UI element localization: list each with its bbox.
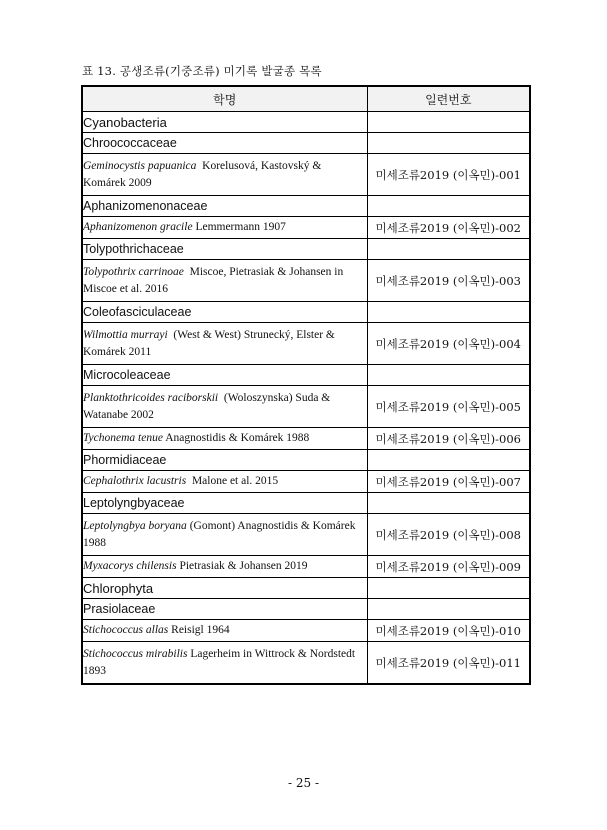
family-label: Aphanizomenonaceae bbox=[82, 196, 367, 217]
empty-cell bbox=[367, 239, 530, 260]
table-header-row bbox=[82, 86, 530, 112]
empty-cell bbox=[367, 599, 530, 620]
table-row bbox=[82, 428, 530, 450]
species-cell bbox=[82, 154, 367, 196]
species-author: (Woloszynska) Suda & Watanabe 2002 bbox=[83, 391, 331, 421]
species-cell bbox=[82, 386, 367, 428]
empty-cell bbox=[367, 302, 530, 323]
table-row bbox=[82, 514, 530, 556]
species-table bbox=[81, 85, 531, 685]
species-scientific-name: Stichococcus mirabilis bbox=[83, 647, 188, 660]
species-author: Lemmermann 1907 bbox=[195, 221, 286, 233]
serial-number: 미세조류2019 (이옥민)-002 bbox=[367, 217, 530, 239]
table-row bbox=[82, 556, 530, 578]
page-number: - 25 - bbox=[287, 776, 319, 790]
table-caption: 표 13. 공생조류(기중조류) 미기록 발굴종 목록 bbox=[82, 64, 322, 78]
species-scientific-name: Tychonema tenue bbox=[83, 432, 163, 444]
family-row bbox=[82, 239, 530, 260]
family-label: Microcoleaceae bbox=[82, 365, 367, 386]
family-row bbox=[82, 196, 530, 217]
serial-number: 미세조류2019 (이옥민)-011 bbox=[367, 642, 530, 685]
family-row bbox=[82, 133, 530, 154]
species-cell bbox=[82, 514, 367, 556]
species-author: Lagerheim in Wittrock & Nordstedt 1893 bbox=[83, 647, 356, 677]
species-cell bbox=[82, 323, 367, 365]
header-serial-number: 일련번호 bbox=[367, 86, 530, 112]
group-label: Cyanobacteria bbox=[82, 112, 367, 133]
family-label: Phormidiaceae bbox=[82, 450, 367, 471]
family-row bbox=[82, 599, 530, 620]
family-label: Leptolyngbyaceae bbox=[82, 493, 367, 514]
species-author: Malone et al. 2015 bbox=[191, 475, 279, 487]
species-author: Reisigl 1964 bbox=[171, 624, 230, 636]
species-author: (Gomont) Anagnostidis & Komárek 1988 bbox=[83, 519, 356, 549]
species-scientific-name: Cephalothrix lacustris bbox=[83, 475, 187, 487]
family-label: Tolypothrichaceae bbox=[82, 239, 367, 260]
table-row bbox=[82, 217, 530, 239]
species-scientific-name: Tolypothrix carrinoae bbox=[83, 265, 184, 278]
species-author: Miscoe, Pietrasiak & Johansen in Miscoe et al. 2016 bbox=[83, 265, 344, 295]
species-scientific-name: Stichococcus allas bbox=[83, 624, 169, 636]
table-row bbox=[82, 620, 530, 642]
species-cell bbox=[82, 471, 367, 493]
family-row bbox=[82, 365, 530, 386]
empty-cell bbox=[367, 196, 530, 217]
serial-number: 미세조류2019 (이옥민)-003 bbox=[367, 260, 530, 302]
table-row bbox=[82, 154, 530, 196]
species-author: Korelusová, Kastovský & Komárek 2009 bbox=[83, 159, 322, 189]
table-row bbox=[82, 260, 530, 302]
species-cell bbox=[82, 642, 367, 685]
family-label: Coleofasciculaceae bbox=[82, 302, 367, 323]
species-scientific-name: Aphanizomenon gracile bbox=[83, 221, 193, 233]
table-row bbox=[82, 642, 530, 685]
species-scientific-name: Wilmottia murrayi bbox=[83, 328, 168, 341]
serial-number: 미세조류2019 (이옥민)-007 bbox=[367, 471, 530, 493]
species-scientific-name: Geminocystis papuanica bbox=[83, 159, 197, 172]
species-scientific-name: Leptolyngbya boryana bbox=[83, 519, 187, 532]
species-cell bbox=[82, 428, 367, 450]
group-label: Chlorophyta bbox=[82, 578, 367, 599]
empty-cell bbox=[367, 133, 530, 154]
species-scientific-name: Planktothricoides raciborskii bbox=[83, 391, 219, 404]
table-row bbox=[82, 386, 530, 428]
group-row bbox=[82, 578, 530, 599]
serial-number: 미세조류2019 (이옥민)-010 bbox=[367, 620, 530, 642]
family-row bbox=[82, 493, 530, 514]
empty-cell bbox=[367, 578, 530, 599]
species-scientific-name: Myxacorys chilensis bbox=[83, 560, 177, 572]
species-author: Pietrasiak & Johansen 2019 bbox=[179, 560, 308, 572]
serial-number: 미세조류2019 (이옥민)-001 bbox=[367, 154, 530, 196]
species-cell bbox=[82, 260, 367, 302]
family-row bbox=[82, 302, 530, 323]
species-author: (West & West) Strunecký, Elster & Komárek 2011 bbox=[83, 328, 335, 358]
species-cell bbox=[82, 217, 367, 239]
group-row bbox=[82, 112, 530, 133]
empty-cell bbox=[367, 365, 530, 386]
serial-number: 미세조류2019 (이옥민)-004 bbox=[367, 323, 530, 365]
table-row bbox=[82, 323, 530, 365]
empty-cell bbox=[367, 112, 530, 133]
species-cell bbox=[82, 620, 367, 642]
header-scientific-name: 학명 bbox=[82, 86, 367, 112]
family-row bbox=[82, 450, 530, 471]
species-author: Anagnostidis & Komárek 1988 bbox=[165, 432, 310, 444]
empty-cell bbox=[367, 450, 530, 471]
family-label: Prasiolaceae bbox=[82, 599, 367, 620]
serial-number: 미세조류2019 (이옥민)-008 bbox=[367, 514, 530, 556]
table-row bbox=[82, 471, 530, 493]
serial-number: 미세조류2019 (이옥민)-005 bbox=[367, 386, 530, 428]
serial-number: 미세조류2019 (이옥민)-006 bbox=[367, 428, 530, 450]
serial-number: 미세조류2019 (이옥민)-009 bbox=[367, 556, 530, 578]
species-cell bbox=[82, 556, 367, 578]
empty-cell bbox=[367, 493, 530, 514]
family-label: Chroococcaceae bbox=[82, 133, 367, 154]
